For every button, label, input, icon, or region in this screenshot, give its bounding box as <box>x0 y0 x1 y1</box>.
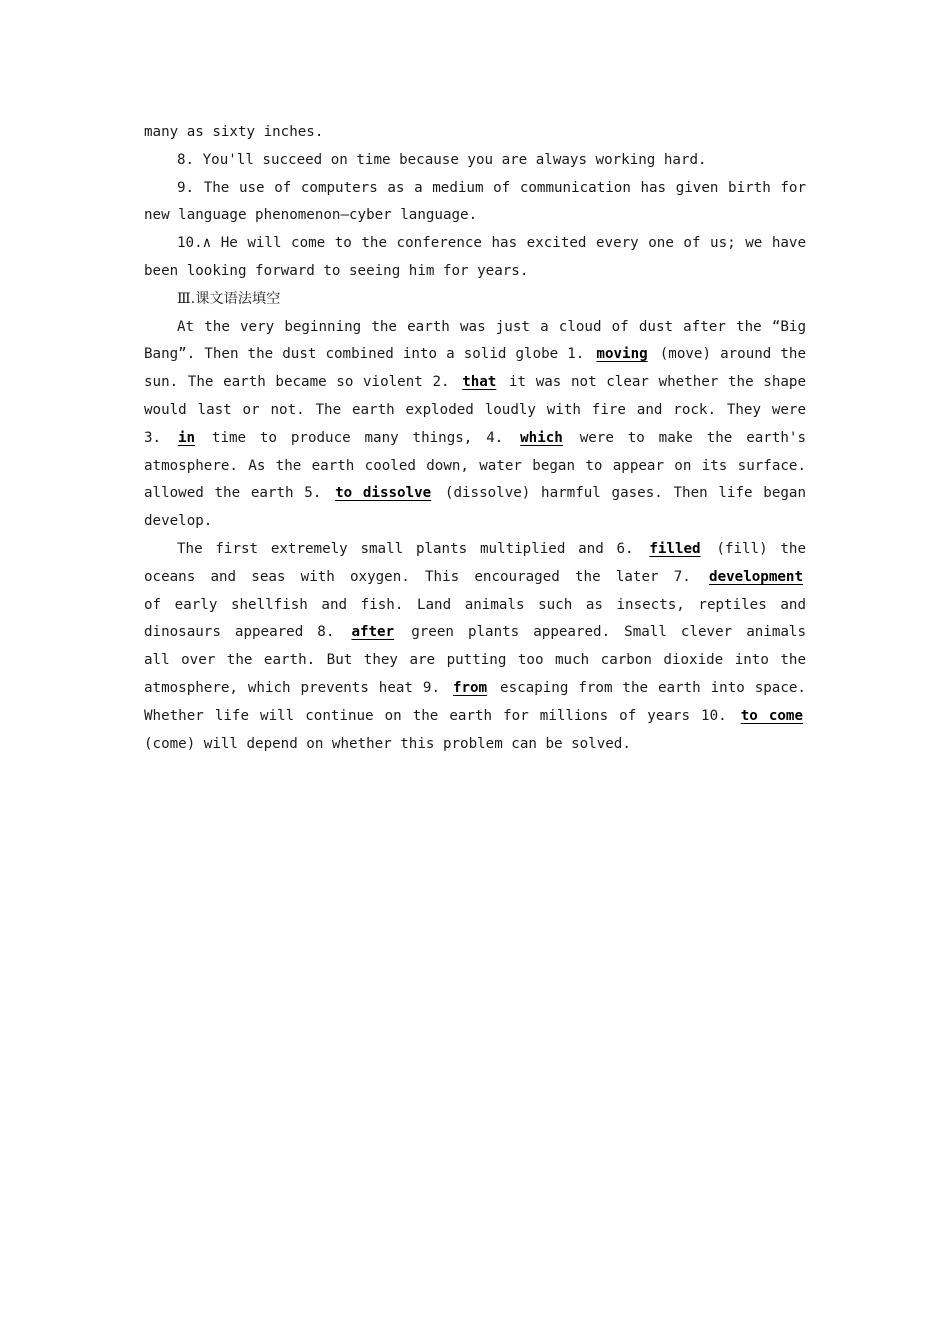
answer-7: development <box>709 568 803 585</box>
passage-text: (dissolve) harmful gases. Then life began <box>444 485 806 502</box>
continuation-line: many as sixty inches. <box>144 124 324 140</box>
item-8: 8. You'll succeed on time because you are always working hard. <box>177 151 707 168</box>
answer-4: which <box>520 429 563 446</box>
answer-6: filled <box>649 540 701 557</box>
passage-line: atmosphere. As the earth cooled down, water began to appear on its surface. <box>144 457 806 474</box>
passage-text: allowed the earth 5. <box>144 485 322 502</box>
passage-line: of early shellfish and fish. Land animals such as insects, reptiles and <box>144 596 806 613</box>
passage-line: all over the earth. But they are putting too much carbon dioxide into the <box>144 652 806 669</box>
answer-3: in <box>177 429 196 446</box>
document-page <box>144 119 806 758</box>
passage-text: were to make the earth's <box>579 429 806 446</box>
answer-10: to come <box>740 707 803 724</box>
passage-text: (fill) the <box>716 540 806 557</box>
passage-line: would last or not. The earth exploded loudly with fire and rock. They were <box>144 401 806 418</box>
answer-5: to dissolve <box>335 485 432 502</box>
passage-text: green plants appeared. Small clever animals <box>411 624 806 641</box>
passage-line: At the very beginning the earth was just a cloud of dust after the “Big <box>177 318 806 335</box>
item-9-line-2: new language phenomenon—cyber language. <box>144 207 478 224</box>
passage-text: escaping from the earth into space. <box>500 679 806 696</box>
passage-line <box>144 675 806 703</box>
passage-line <box>144 341 806 369</box>
passage-line <box>144 425 806 453</box>
passage-line: (come) will depend on whether this problem can be solved. <box>144 735 631 752</box>
passage-line <box>144 536 806 564</box>
passage-text: The first extremely small plants multiplied and 6. <box>177 540 634 557</box>
passage-text: dinosaurs appeared 8. <box>144 624 335 641</box>
answer-8: after <box>351 624 395 641</box>
passage-text: atmosphere, which prevents heat 9. <box>144 679 440 696</box>
item-10-line-2: been looking forward to seeing him for years. <box>144 262 529 279</box>
passage-text: Bang”. Then the dust combined into a solid globe 1. <box>144 346 585 363</box>
section-title: Ⅲ.课文语法填空 <box>177 290 281 307</box>
passage-line <box>144 619 806 647</box>
answer-1: moving <box>596 346 648 363</box>
passage-line <box>144 703 806 731</box>
passage-text: Whether life will continue on the earth for millions of years 10. <box>144 707 727 724</box>
passage-line <box>144 480 806 508</box>
passage-line: develop. <box>144 513 213 530</box>
item-9-line-1: 9. The use of computers as a medium of communication has given birth for <box>177 179 806 196</box>
passage-text: it was not clear whether the shape <box>509 374 806 391</box>
passage-text: 3. <box>144 429 162 446</box>
answer-2: that <box>462 374 497 391</box>
answer-9: from <box>452 679 488 696</box>
passage-text: sun. The earth became so violent 2. <box>144 374 450 391</box>
passage-text: time to produce many things, 4. <box>211 429 504 446</box>
passage-line <box>144 369 806 397</box>
item-10-line-1: 10.∧ He will come to the conference has excited every one of us; we have <box>177 235 806 252</box>
passage-line <box>144 564 806 592</box>
passage-text: oceans and seas with oxygen. This encouraged the later 7. <box>144 568 691 585</box>
passage-text: (move) around the <box>659 346 806 363</box>
